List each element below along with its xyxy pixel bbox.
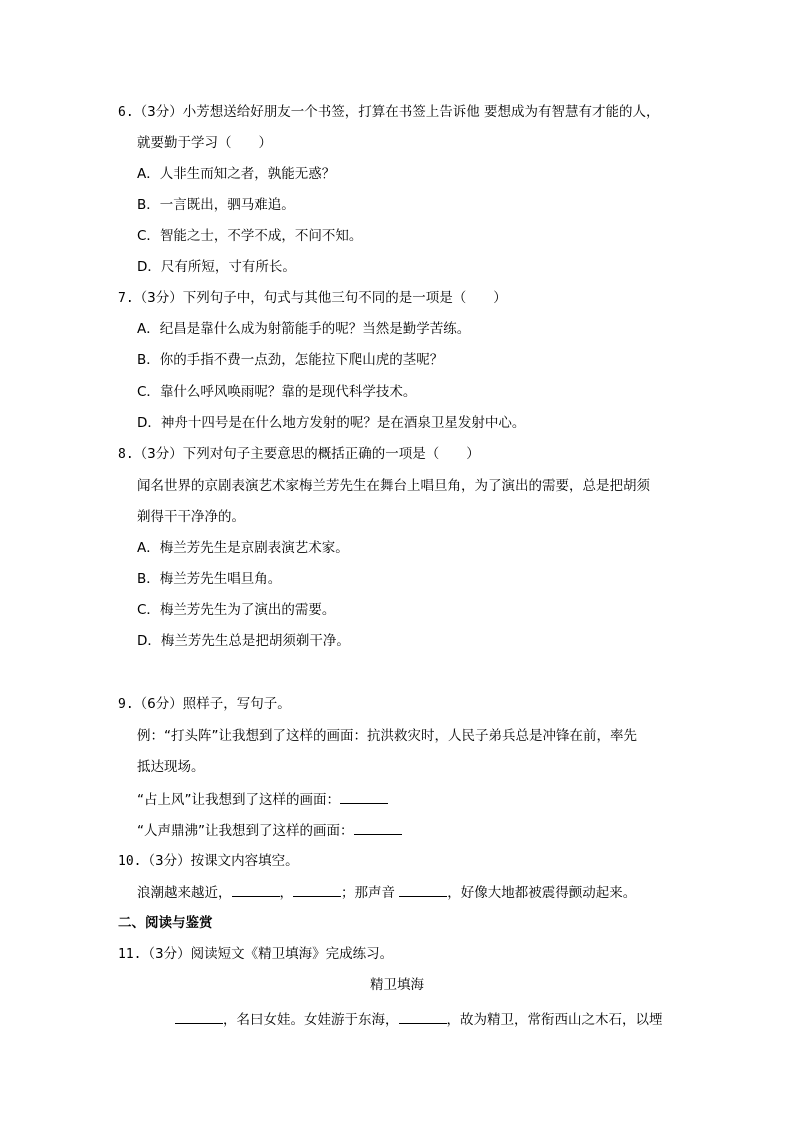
answer-blank[interactable] [399, 1009, 447, 1024]
answer-blank[interactable] [175, 1009, 223, 1024]
answer-blank[interactable] [232, 882, 280, 897]
question-6-stem-continued: 就要勤于学习（ ） [137, 135, 272, 151]
question-9-stem [118, 694, 291, 715]
question-text: 小芳想送给好朋友一个书签，打算在书签上告诉他 要想成为有智慧有才能的人， [182, 104, 660, 120]
question-text: 下列句子中，句式与其他三句不同的是一项是（ ） [182, 290, 507, 306]
question-score: （3分） [141, 853, 191, 869]
question-score: （3分） [133, 446, 183, 462]
question-6-option-d: D．尺有所短，寸有所长。 [137, 259, 296, 275]
question-score: （6分） [133, 696, 183, 712]
question-10-fill: 浪潮越来越近， ， ；那声音 ，好像大地都被震得颤动起来。 [137, 882, 636, 903]
question-6-stem [118, 102, 660, 123]
answer-blank[interactable] [340, 789, 388, 804]
answer-blank[interactable] [399, 882, 447, 897]
question-8-stem [118, 444, 480, 465]
question-8-passage: 闻名世界的京剧表演艺术家梅兰芳先生在舞台上唱旦角，为了演出的需要，总是把胡须 [137, 478, 650, 494]
answer-blank[interactable] [354, 820, 402, 835]
question-9-example: 例：“打头阵”让我想到了这样的画面：抗洪救灾时，人民子弟兵总是冲锋在前，率先 [137, 728, 637, 744]
question-8-option-c: C．梅兰芳先生为了演出的需要。 [137, 602, 336, 618]
question-score: （3分） [133, 290, 183, 306]
question-8-option-b: B．梅兰芳先生唱旦角。 [137, 571, 282, 587]
question-number: 8. [118, 447, 134, 462]
question-11-stem [118, 944, 393, 965]
question-text: 按课文内容填空。 [190, 853, 299, 869]
question-number: 9. [118, 697, 134, 712]
section-heading: 二、阅读与鉴赏 [118, 915, 213, 931]
question-number: 6. [118, 105, 134, 120]
question-text: 照样子，写句子。 [182, 696, 291, 712]
question-number: 11. [118, 947, 142, 962]
question-score: （3分） [133, 104, 183, 120]
question-9-item-2: “人声鼎沸”让我想到了这样的画面： [137, 820, 402, 841]
question-7-option-c: C．靠什么呼风唤雨呢？靠的是现代科学技术。 [137, 384, 417, 400]
question-score: （3分） [141, 946, 191, 962]
question-7-option-b: B．你的手指不费一点劲，怎能拉下爬山虎的茎呢？ [137, 352, 444, 368]
question-text: 下列对句子主要意思的概括正确的一项是（ ） [182, 446, 480, 462]
question-8-option-d: D．梅兰芳先生总是把胡须剃干净。 [137, 633, 350, 649]
question-6-option-c: C．智能之士，不学不成，不问不知。 [137, 228, 363, 244]
question-10-stem [118, 851, 299, 872]
question-6-option-b: B．一言既出，驷马难追。 [137, 197, 295, 213]
question-7-option-d: D．神舟十四号是在什么地方发射的呢？是在酒泉卫星发射中心。 [137, 415, 526, 431]
passage-text: ，名曰女娃。女娃游于东海， ，故为精卫，常衔西山之木石，以堙 [175, 1009, 663, 1030]
question-number: 7. [118, 291, 134, 306]
answer-blank[interactable] [293, 882, 341, 897]
question-9-example-continued: 抵达现场。 [137, 759, 205, 775]
question-8-option-a: A．梅兰芳先生是京剧表演艺术家。 [137, 540, 349, 556]
passage-title: 精卫填海 [370, 977, 424, 993]
question-6-option-a: A．人非生而知之者，孰能无惑？ [137, 166, 336, 182]
question-7-option-a: A．纪昌是靠什么成为射箭能手的呢？当然是勤学苦练。 [137, 321, 471, 337]
question-7-stem [118, 288, 507, 309]
question-8-passage-continued: 剃得干干净净的。 [137, 509, 245, 525]
question-text: 阅读短文《精卫填海》完成练习。 [190, 946, 394, 962]
question-number: 10. [118, 854, 142, 869]
question-9-item-1: “占上风”让我想到了这样的画面： [137, 789, 388, 810]
